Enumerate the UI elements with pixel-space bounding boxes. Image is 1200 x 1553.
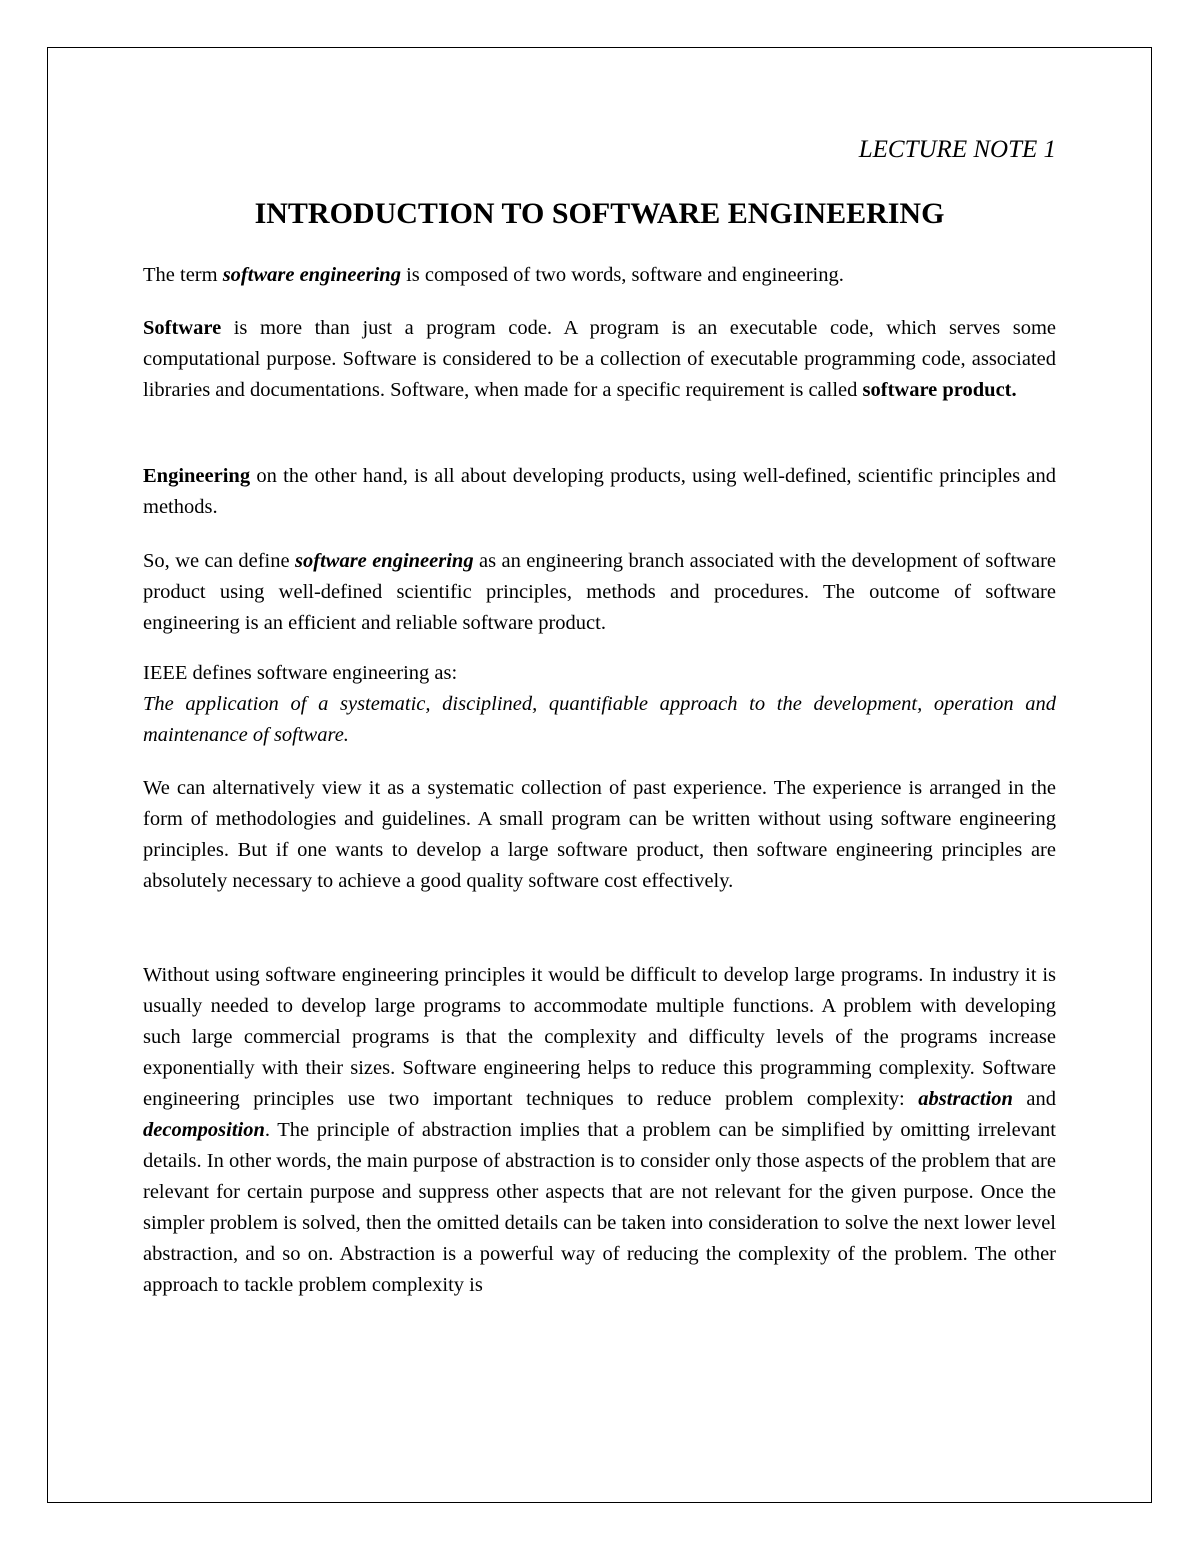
paragraph-software <box>143 313 1056 406</box>
text: The term <box>143 264 223 286</box>
lecture-note-label: LECTURE NOTE 1 <box>858 136 1056 163</box>
text: is more than just a program code. A program is an executable code, which serves some computational purpose. Software is considered to be a collection of executable programming code, associated libraries and documentations. Software, when made for a specific requirement is called <box>143 317 1056 401</box>
text: as an engineering branch associated with the development of software product using well-defined scientific principles, methods and procedures. The outcome of software engineering is an efficient and reliable software product. <box>143 550 1056 634</box>
text: on the other hand, is all about developing products, using well-defined, scientific principles and methods. <box>143 465 1056 518</box>
term-engineering: Engineering <box>143 465 251 487</box>
text: is composed of two words, software and engineering. <box>400 264 844 286</box>
emphasis-software-engineering: software engineering <box>222 264 401 286</box>
term-software: Software <box>143 317 222 339</box>
paragraph-complexity <box>143 960 1056 1301</box>
ieee-intro: IEEE defines software engineering as: <box>143 662 458 684</box>
ieee-definition-quote: The application of a systematic, disciplined, quantifiable approach to the development, operation and maintenance of software. <box>143 693 1056 746</box>
text: So, we can define <box>143 550 296 572</box>
text: and <box>1012 1088 1056 1110</box>
term-software-product: software product. <box>862 379 1017 401</box>
emphasis-software-engineering: software engineering <box>295 550 474 572</box>
term-abstraction: abstraction <box>918 1088 1013 1110</box>
term-decomposition: decomposition <box>143 1119 265 1141</box>
paragraph-definition <box>143 546 1056 639</box>
text: . The principle of abstraction implies that a problem can be simplified by omitting irrelevant details. In other words, the main purpose of abstraction is to consider only those aspects of the problem that are relevant for certain purpose and suppress other aspects that are not relevant for the given purpose. Once the simpler problem is solved, then the omitted details can be taken into consideration to solve the next lower level abstraction, and so on. Abstraction is a powerful way of reducing the complexity of the problem. The other approach to tackle problem complexity is <box>143 1119 1056 1296</box>
text: Without using software engineering principles it would be difficult to develop large programs. In industry it is usually needed to develop large programs to accommodate multiple functions. A problem with developing such large commercial programs is that the complexity and difficulty levels of the programs increase exponentially with their sizes. Software engineering helps to reduce this programming complexity. Software engineering principles use two important techniques to reduce problem complexity: <box>143 964 1056 1110</box>
document-title: INTRODUCTION TO SOFTWARE ENGINEERING <box>254 197 945 230</box>
paragraph-experience: We can alternatively view it as a systematic collection of past experience. The experience is arranged in the form of methodologies and guidelines. A small program can be written without using software engineering principles. But if one wants to develop a large software product, then software engineering principles are absolutely necessary to achieve a good quality software cost effectively. <box>143 777 1056 892</box>
paragraph-term-definition <box>143 260 1056 291</box>
paragraph-engineering <box>143 461 1056 523</box>
